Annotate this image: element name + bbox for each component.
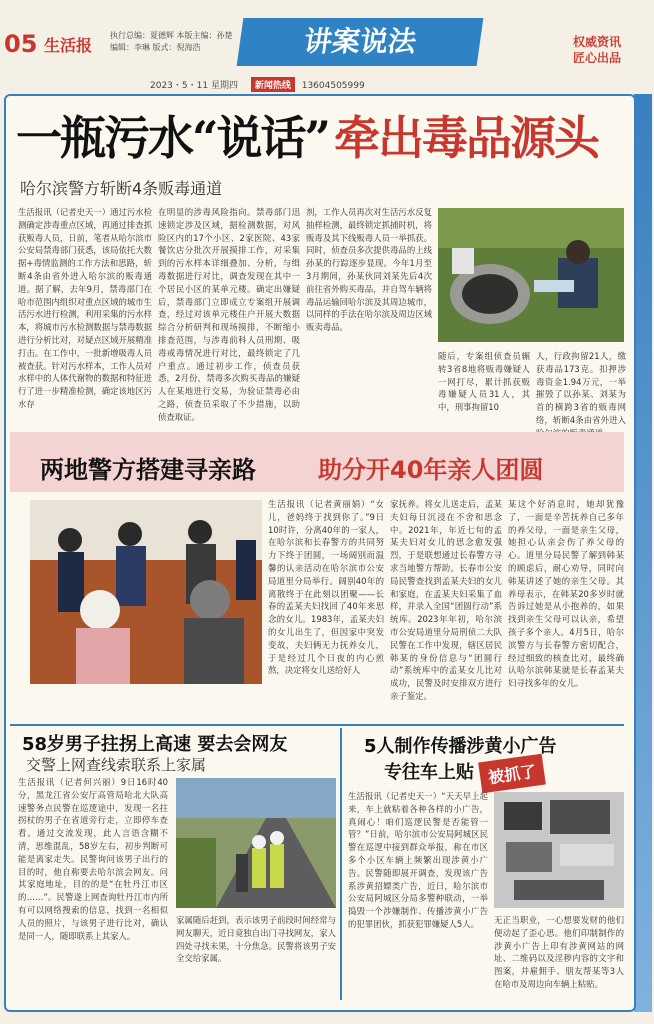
story1-column-1: 生活报讯（记者史天一）通过污水检测确定涉毒重点区域，再通过排查抓获贩毒人员，日前，笔者从哈尔滨市公安局禁毒部门获悉，该局依托大数据+毒情监测的工作方法和思路，斩断4条由省外进入哈尔滨的贩毒通道。据了解，去年9月，禁毒部门在哈市范围内组织对重点区域的城市生活污水进行检测，利用采集的污水样本，将城市污水检测数据与禁毒数据进行分析比对，对疑点区域开展精准打击。在工作中，一批新增吸毒人员被查获。针对污水样本，工作人员对水样中的人体代谢物的数据和特征进行了进一步精准检测，确定该地区污水存 — [18, 207, 152, 409]
story4-headline: 5人制作传播涉黄小广告 — [364, 736, 557, 757]
story2-headline-red: 助分开40年亲人团圆 — [318, 456, 544, 484]
story3-headline: 58岁男子拄拐上高速 要去会网友 — [22, 734, 288, 755]
story1-column-4: 随后，专案组侦查员辗转3省8地将贩毒嫌疑人一网打尽，累计抓获贩毒嫌疑人员31人，其中，刑事拘留10 — [438, 351, 530, 413]
story1-column-5: 人，行政拘留21人，缴获毒品173克。扣押涉毒资金1.94万元，一举摧毁了以孙某、刘某为首的横跨3省的贩毒网络，斩断4条由省外进入 — [536, 351, 626, 425]
story1-column-2: 在明显的涉毒风险指向。禁毒部门迅速锁定涉及区域，据检测数据，对风险区内的17个小区、2家医院、43家餐饮店分批次开展摸排工作，对采集到的污水样本详细叠加、分析，与缉毒数据进行对比，调查发现在其中一个居民小区的某单元楼。确定出嫌疑后，禁毒部门立即成立专案组开展调查，经过对该单元楼住户开展大数据综合分析研判和现场摸排，不断缩小排查范围，与涉毒前科人员刑期、吸毒戒毒情况进行对比，最终锁定了几户重点。通过初步工作，侦查员获悉，2月份，禁毒多次购买毒品的嫌疑人在某地进行交易，为验证禁毒必由之路，侦查员采取了不少措施，以助侦查取证。 — [158, 207, 300, 422]
story2-column-2: 家抚养。将女儿送走后，孟某夫妇每日沉浸在不舍和思念中。2021年，年近七旬的孟某夫妇对女儿的思念愈发强烈，于是联想通过长春警方寻求当地警方帮助。长春市公安局民警查找到孟某夫妇的女儿和家庭，在孟某夫妇采集了血样，并录入全国“团圆行动”系统库。2023年年初，哈尔滨市公安局道里分局刑侦二大队民警在工作中发现，辖区居民韩某的身份信息与“团圆行动”系统库中的孟某女儿比对成功，民警及时安排双方进行亲子鉴定。 — [390, 499, 502, 701]
caught-badge: 被抓了 — [478, 754, 546, 794]
highway-police-photo — [176, 778, 336, 908]
slogan-line: 权威资讯 — [572, 35, 621, 49]
credit-line: 执行总编：夏德辉 本版主编：孙楚 — [110, 31, 233, 40]
story4-headline-line2: 专往车上贴 — [384, 762, 474, 783]
slogan — [552, 34, 642, 66]
issue-date: 2023・5・11 星期四 — [150, 81, 238, 91]
story4-column-2: 无正当职业，一心想要发财的他们便动起了歪心思。他们印制制作的涉黄小广告上印有涉黄网站的网址、二维码以及淫秽内容的文字和图案，并雇佣手、朋友帮某等3人在哈市及周边向车辆上粘贴。 — [494, 915, 624, 989]
page-header — [0, 0, 654, 91]
hotline-number: 13604505999 — [301, 81, 365, 91]
story1-photo — [438, 208, 624, 342]
editor-credits — [110, 30, 240, 54]
story1-headline: 一瓶污水“说话” — [16, 111, 329, 165]
column-title: 讲案说法 — [237, 18, 484, 66]
story3-subhead: 交警上网查线索联系上家属 — [26, 756, 207, 774]
story1-headline-red: 牵出毒品源头 — [334, 111, 598, 165]
story1-subhead: 哈尔滨警方斩断4条贩毒通道 — [20, 179, 223, 198]
credit-line: 编辑：李琳 版式：倪海浩 — [110, 43, 201, 52]
hotline-label: 新闻热线 — [251, 77, 295, 92]
evidence-photo — [494, 792, 624, 908]
story1-column-3: 剂，工作人员再次对生活污水反复抽样检测，最终锁定抓捕时机，将贩毒及其下线贩毒人员一举抓获。同时，侦查员多次提供毒品的上线孙某的行踪逐步显现。今年1月至3月期间，孙某伙同刘某先后4次前往省外购买毒品，并自驾车辆将毒品运输回哈尔滨及其周边城市，以同样的手法在哈尔滨及周边区域贩卖毒品。 — [306, 207, 432, 333]
story4-photo — [494, 792, 624, 908]
paper-name: 生活报 — [44, 36, 93, 55]
story3-photo — [176, 778, 336, 908]
story4-column-1: 生活报讯（记者史天一）“天天早上起来，车上就粘着各种各样的小广告，真闹心！咱们巡逻民警是否能管一管？”日前，哈尔滨市公安局阿城区民警在巡逻中接到群众举报，称在市区多个小区车辆上频繁出现涉黄小广告。民警随即展开调查，发现该广告系涉黄招嫖类广告，近日，哈尔滨市公安局阿城区分局多警种联动，一举捣毁一个涉嫌制作、传播涉黄小广告的犯罪团伙，抓获犯罪嫌疑人5人。 — [348, 791, 488, 929]
story2-column-1: 生活报讯（记者黄丽娟）“女儿，爸妈终于找到你了。”9日10时许，分离40年的一家人，在哈尔滨和长春警方的共同努力下终于团圆，一场阔别而温馨的认亲活动在哈尔滨市公安局道里分局举行。阔别40年的离散终于在此刻以团聚——长春的孟某夫妇找回了40年来思念的女儿。1983年，孟某夫妇的女儿出生了，但因家中突发变故，夫妇俩无力抚养女儿，于是经过几个日夜的内心煎熬，决定将女儿送给好人 — [268, 499, 384, 676]
section-divider — [10, 724, 624, 726]
page-number: 05 — [4, 30, 38, 58]
column-divider — [340, 728, 342, 1000]
story2-photo — [30, 500, 262, 684]
dateline — [150, 77, 365, 92]
slogan-line: 匠心出品 — [572, 51, 621, 65]
sewer-sampling-photo — [438, 208, 624, 342]
story3-column-2: 家属随后赶到，表示该男子前段时间经常与网友聊天，近日竟独自出门寻找网友，家人四处寻找未果，十分焦急。民警将该男子安全交给家属。 — [176, 915, 336, 964]
page-side-band — [634, 94, 652, 1012]
reunion-photo — [30, 500, 262, 684]
story3-column-1: 生活报讯（记者何兴丽）9日16时40分，黑龙江省公安厅高管局哈北大队高速警务点民警在巡逻途中，发现一名拄拐杖的男子在省道旁行走，立即停车查看。通过交流发现，此人言语含糊不清，思维混乱，58岁左右，初步判断可能是离家走失。民警询问该男子出行的目的时，他自称要去哈尔滨会网友。问其家庭地址，目的的是“在牡丹江市区的……”。民警遂上网查询牡丹江市内所有可以网络搜索的信息，找到一名相似人员的照片，与该男子进行比对，确认是同一人，随即联系上其家人。 — [18, 777, 168, 941]
story2-column-3: 某这个好消息时，她却犹豫了，一面是辛苦抚养自己多年的养父母，一面是亲生父母，她担心认亲会伤了养父母的心。道里分局民警了解到韩某的顾虑后，耐心劝导，同时向韩某讲述了她的亲生父母。其养母表示，在韩某20多岁时就告诉过她是从小抱养的，如果找到亲生父母可以认亲，希望孩子多个亲人。4月5日，哈尔滨警方与长春警方密切配合，经过细致的核查比对，最终确认哈尔滨韩某就是长春孟某夫妇寻找多年的女儿。 — [508, 499, 624, 689]
story2-headline: 两地警方搭建寻亲路 — [40, 456, 256, 484]
